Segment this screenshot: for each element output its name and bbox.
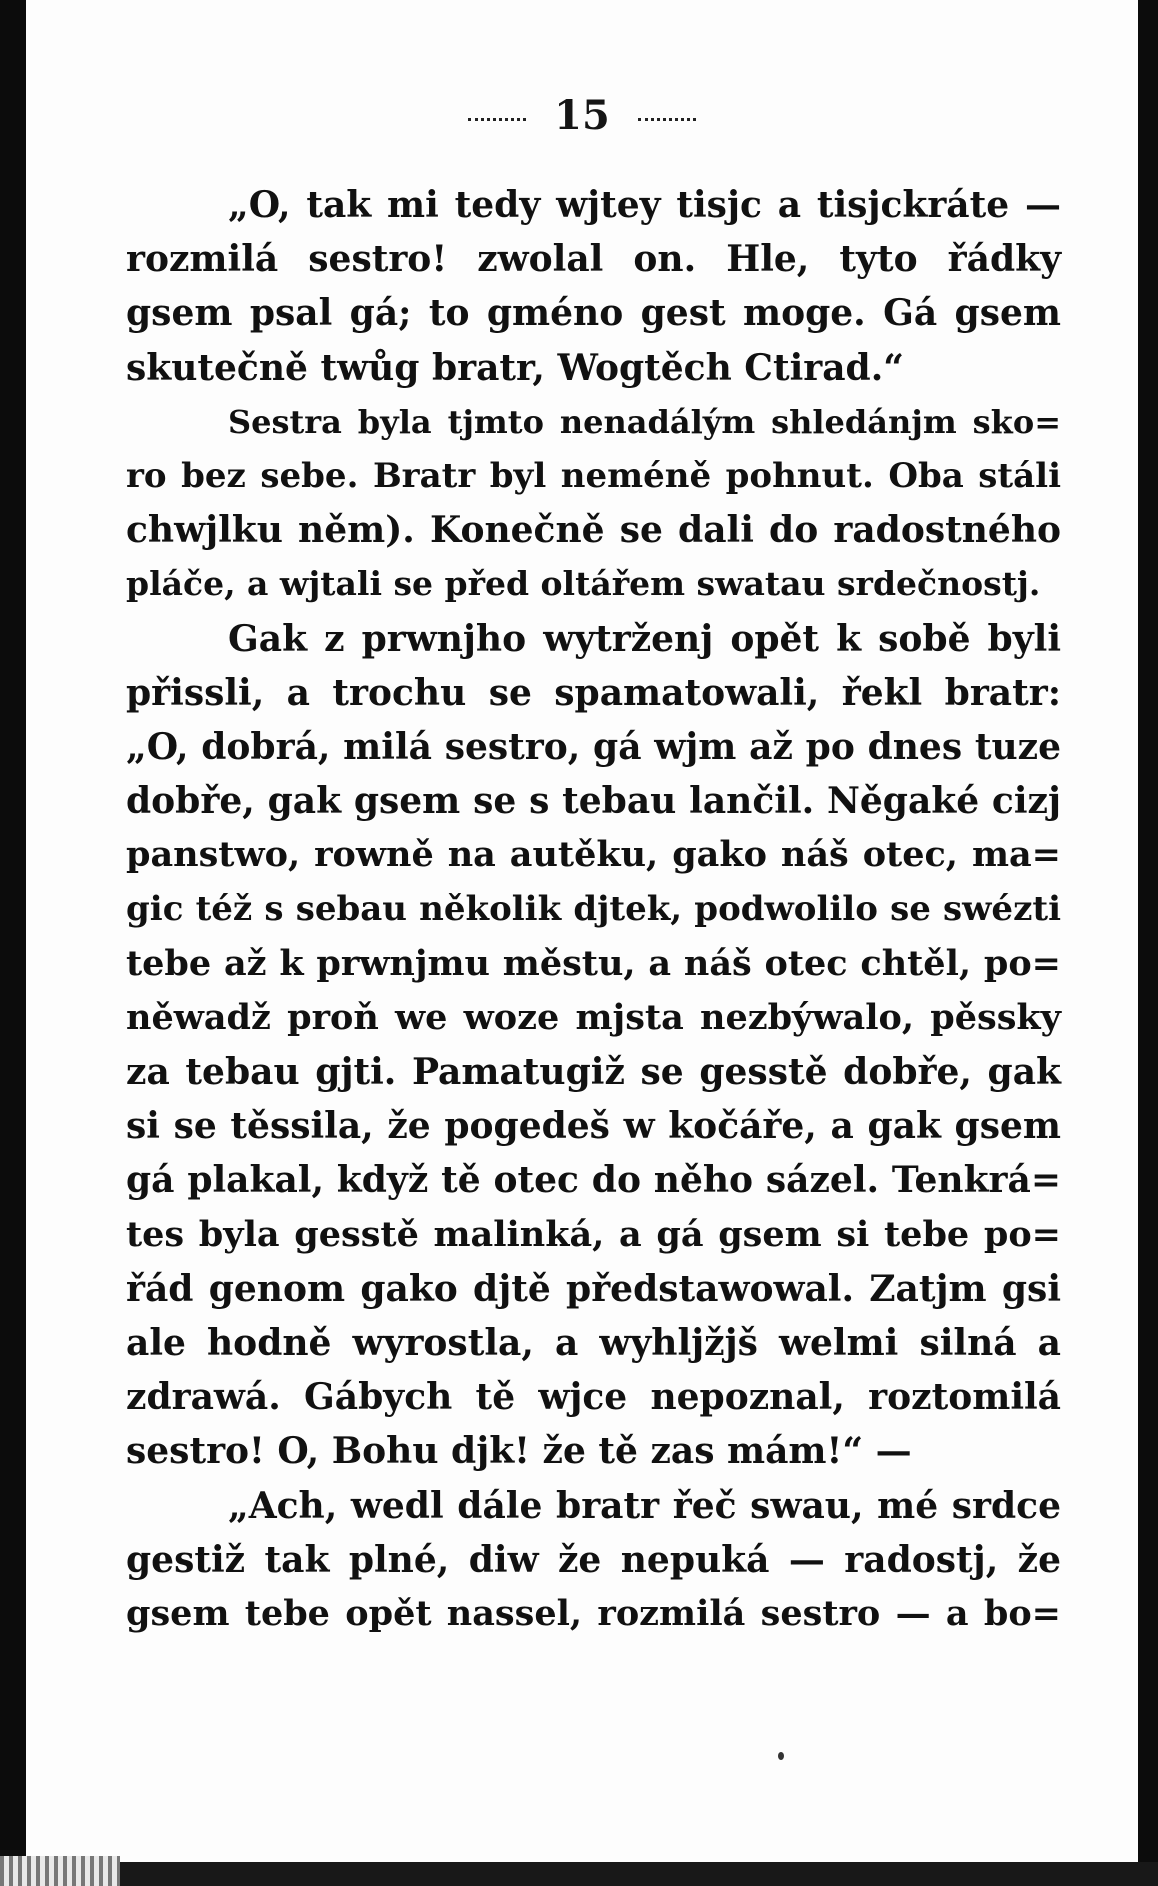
text-line: gic též s sebau několik djtek, podwolilo se swézti [126, 889, 1061, 930]
text-line: tebe až k prwnjmu městu, a náš otec chtěl, po= [126, 942, 1061, 984]
text-line: za tebau gjti. Pamatugiž se gesstě dobře, gak [126, 1051, 1061, 1093]
text-line: tes byla gesstě malinká, a gá gsem si tebe po= [126, 1213, 1061, 1255]
text-line: pláče, a wjtali se před oltářem swatau srdečnostj. [126, 564, 1041, 604]
text-line: dobře, gak gsem se s tebau lančil. Něgaké cizj [126, 780, 1061, 823]
text-line: gsem tebe opět nassel, rozmilá sestro — a bo= [126, 1592, 1061, 1634]
text-line: řád genom gako djtě předstawowal. Zatjm gsi [126, 1267, 1061, 1310]
text-line: skutečně twůg bratr, Wogtěch Ctirad.“ [126, 346, 904, 389]
ink-smudge [778, 1752, 784, 1760]
scan-left-border [0, 0, 26, 1886]
text-line: zdrawá. Gábych tě wjce nepoznal, roztomilá [126, 1376, 1061, 1419]
header-ornament-left [468, 118, 526, 121]
body-text [126, 178, 1061, 1641]
text-line: gsem psal gá; to gméno gest moge. Gá gsem [126, 292, 1061, 335]
scan-bottom-marks [0, 1856, 120, 1886]
text-line: rozmilá sestro! zwolal on. Hle, tyto řádky [126, 238, 1061, 281]
text-line: „Ach, wedl dále bratr řeč swau, mé srdce [228, 1484, 1061, 1527]
text-line: Sestra byla tjmto nenadálým shledánjm sko= [228, 402, 1061, 441]
scan-right-border [1138, 0, 1158, 1886]
text-line: Gak z prwnjho wytrženj opět k sobě byli [228, 617, 1061, 660]
text-line: ale hodně wyrostla, a wyhljžjš welmi silná a [126, 1321, 1061, 1364]
text-line: chwjlku něm). Konečně se dali do radostného [126, 509, 1061, 552]
page-header [26, 92, 1138, 139]
scan-bottom-border [0, 1862, 1158, 1886]
book-page [26, 0, 1138, 1862]
text-line: něwadž proň we woze mjsta nezbýwalo, pěssky [126, 996, 1061, 1038]
text-line: sestro! O, Bohu djk! že tě zas mám!“ — [126, 1430, 912, 1473]
header-ornament-right [638, 118, 696, 121]
text-line: si se těssila, že pogedeš w kočáře, a gak gsem [126, 1105, 1061, 1148]
text-line: „O, tak mi tedy wjtey tisjc a tisjckráte — [228, 184, 1061, 226]
text-line: přissli, a trochu se spamatowali, řekl bratr: [126, 671, 1061, 714]
text-line: panstwo, rowně na autěku, gako náš otec, ma= [126, 834, 1061, 876]
text-line: ro bez sebe. Bratr byl neméně pohnut. Oba stáli [126, 455, 1061, 496]
page-number: 15 [554, 92, 610, 139]
text-line: gá plakal, když tě otec do něho sázel. Tenkrá= [126, 1159, 1061, 1202]
text-line: gestiž tak plné, diw že nepuká — radostj, že [126, 1538, 1061, 1581]
text-line: „O, dobrá, milá sestro, gá wjm až po dnes tuze [126, 725, 1061, 768]
